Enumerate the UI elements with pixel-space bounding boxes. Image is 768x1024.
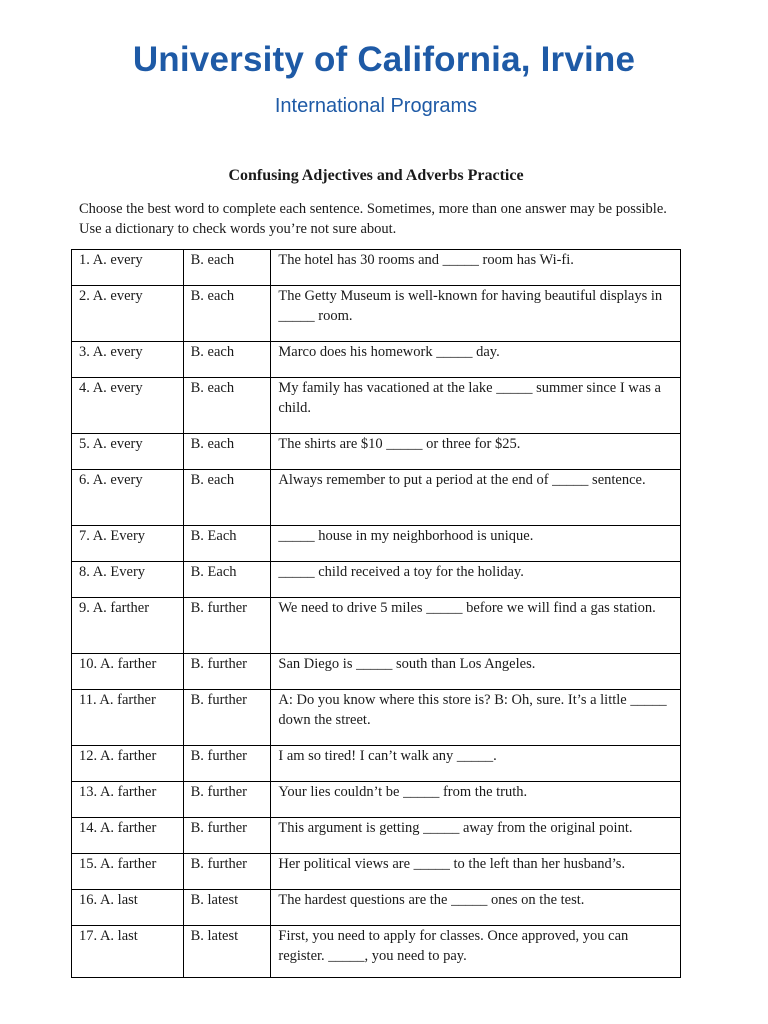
sentence-cell: A: Do you know where this store is? B: Oh, sure. It’s a little _____ down the street. xyxy=(271,690,681,746)
sentence-cell: First, you need to apply for classes. Once approved, you can register. _____, you need to pay. xyxy=(271,926,681,978)
option-a-cell: 8. A. Every xyxy=(72,562,184,598)
sentence-cell: I am so tired! I can’t walk any _____. xyxy=(271,746,681,782)
sentence-cell: The hotel has 30 rooms and _____ room has Wi-fi. xyxy=(271,250,681,286)
table-row xyxy=(72,654,681,690)
sentence-cell: Your lies couldn’t be _____ from the truth. xyxy=(271,782,681,818)
table-row xyxy=(72,562,681,598)
option-a-cell: 12. A. farther xyxy=(72,746,184,782)
option-b-cell: B. further xyxy=(183,654,271,690)
option-a-cell: 7. A. Every xyxy=(72,526,184,562)
sentence-cell: This argument is getting _____ away from the original point. xyxy=(271,818,681,854)
sentence-cell: My family has vacationed at the lake _____ summer since I was a child. xyxy=(271,378,681,434)
option-a-cell: 14. A. farther xyxy=(72,818,184,854)
sentence-cell: The shirts are $10 _____ or three for $25. xyxy=(271,434,681,470)
option-a-cell: 9. A. farther xyxy=(72,598,184,654)
sentence-cell: _____ house in my neighborhood is unique. xyxy=(271,526,681,562)
table-row xyxy=(72,926,681,978)
option-a-cell: 1. A. every xyxy=(72,250,184,286)
table-row xyxy=(72,470,681,526)
option-b-cell: B. latest xyxy=(183,926,271,978)
table-row xyxy=(72,378,681,434)
sentence-cell: Always remember to put a period at the end of _____ sentence. xyxy=(271,470,681,526)
option-b-cell: B. each xyxy=(183,342,271,378)
option-a-cell: 3. A. every xyxy=(72,342,184,378)
table-row xyxy=(72,598,681,654)
sentence-cell: The hardest questions are the _____ ones on the test. xyxy=(271,890,681,926)
option-b-cell: B. each xyxy=(183,286,271,342)
table-row xyxy=(72,782,681,818)
option-a-cell: 5. A. every xyxy=(72,434,184,470)
option-b-cell: B. further xyxy=(183,818,271,854)
table-row xyxy=(72,746,681,782)
option-a-cell: 13. A. farther xyxy=(72,782,184,818)
table-row xyxy=(72,434,681,470)
sentence-cell: _____ child received a toy for the holiday. xyxy=(271,562,681,598)
option-a-cell: 4. A. every xyxy=(72,378,184,434)
program-subtitle: International Programs xyxy=(274,95,478,117)
instructions-text: Choose the best word to complete each sentence. Sometimes, more than one answer may be possible. Use a dictionary to check words you’re not sure about. xyxy=(79,201,667,237)
sentence-cell: We need to drive 5 miles _____ before we will find a gas station. xyxy=(271,598,681,654)
worksheet-title: Confusing Adjectives and Adverbs Practice xyxy=(228,167,524,184)
table-row xyxy=(72,818,681,854)
option-b-cell: B. each xyxy=(183,470,271,526)
sentence-cell: Her political views are _____ to the left than her husband’s. xyxy=(271,854,681,890)
sentence-cell: San Diego is _____ south than Los Angeles. xyxy=(271,654,681,690)
university-title: University of California, Irvine xyxy=(132,40,636,79)
sentence-cell: Marco does his homework _____ day. xyxy=(271,342,681,378)
option-b-cell: B. latest xyxy=(183,890,271,926)
option-a-cell: 10. A. farther xyxy=(72,654,184,690)
option-b-cell: B. each xyxy=(183,434,271,470)
option-a-cell: 2. A. every xyxy=(72,286,184,342)
exercise-table xyxy=(71,249,681,978)
option-b-cell: B. further xyxy=(183,782,271,818)
option-b-cell: B. further xyxy=(183,854,271,890)
option-b-cell: B. each xyxy=(183,378,271,434)
table-row xyxy=(72,526,681,562)
option-a-cell: 6. A. every xyxy=(72,470,184,526)
table-row xyxy=(72,854,681,890)
option-b-cell: B. Each xyxy=(183,526,271,562)
option-a-cell: 17. A. last xyxy=(72,926,184,978)
option-a-cell: 15. A. farther xyxy=(72,854,184,890)
table-row xyxy=(72,342,681,378)
table-row xyxy=(72,690,681,746)
option-b-cell: B. further xyxy=(183,598,271,654)
option-b-cell: B. further xyxy=(183,746,271,782)
option-b-cell: B. further xyxy=(183,690,271,746)
option-b-cell: B. Each xyxy=(183,562,271,598)
option-b-cell: B. each xyxy=(183,250,271,286)
sentence-cell: The Getty Museum is well-known for having beautiful displays in _____ room. xyxy=(271,286,681,342)
option-a-cell: 11. A. farther xyxy=(72,690,184,746)
option-a-cell: 16. A. last xyxy=(72,890,184,926)
table-row xyxy=(72,286,681,342)
table-row xyxy=(72,890,681,926)
table-row xyxy=(72,250,681,286)
